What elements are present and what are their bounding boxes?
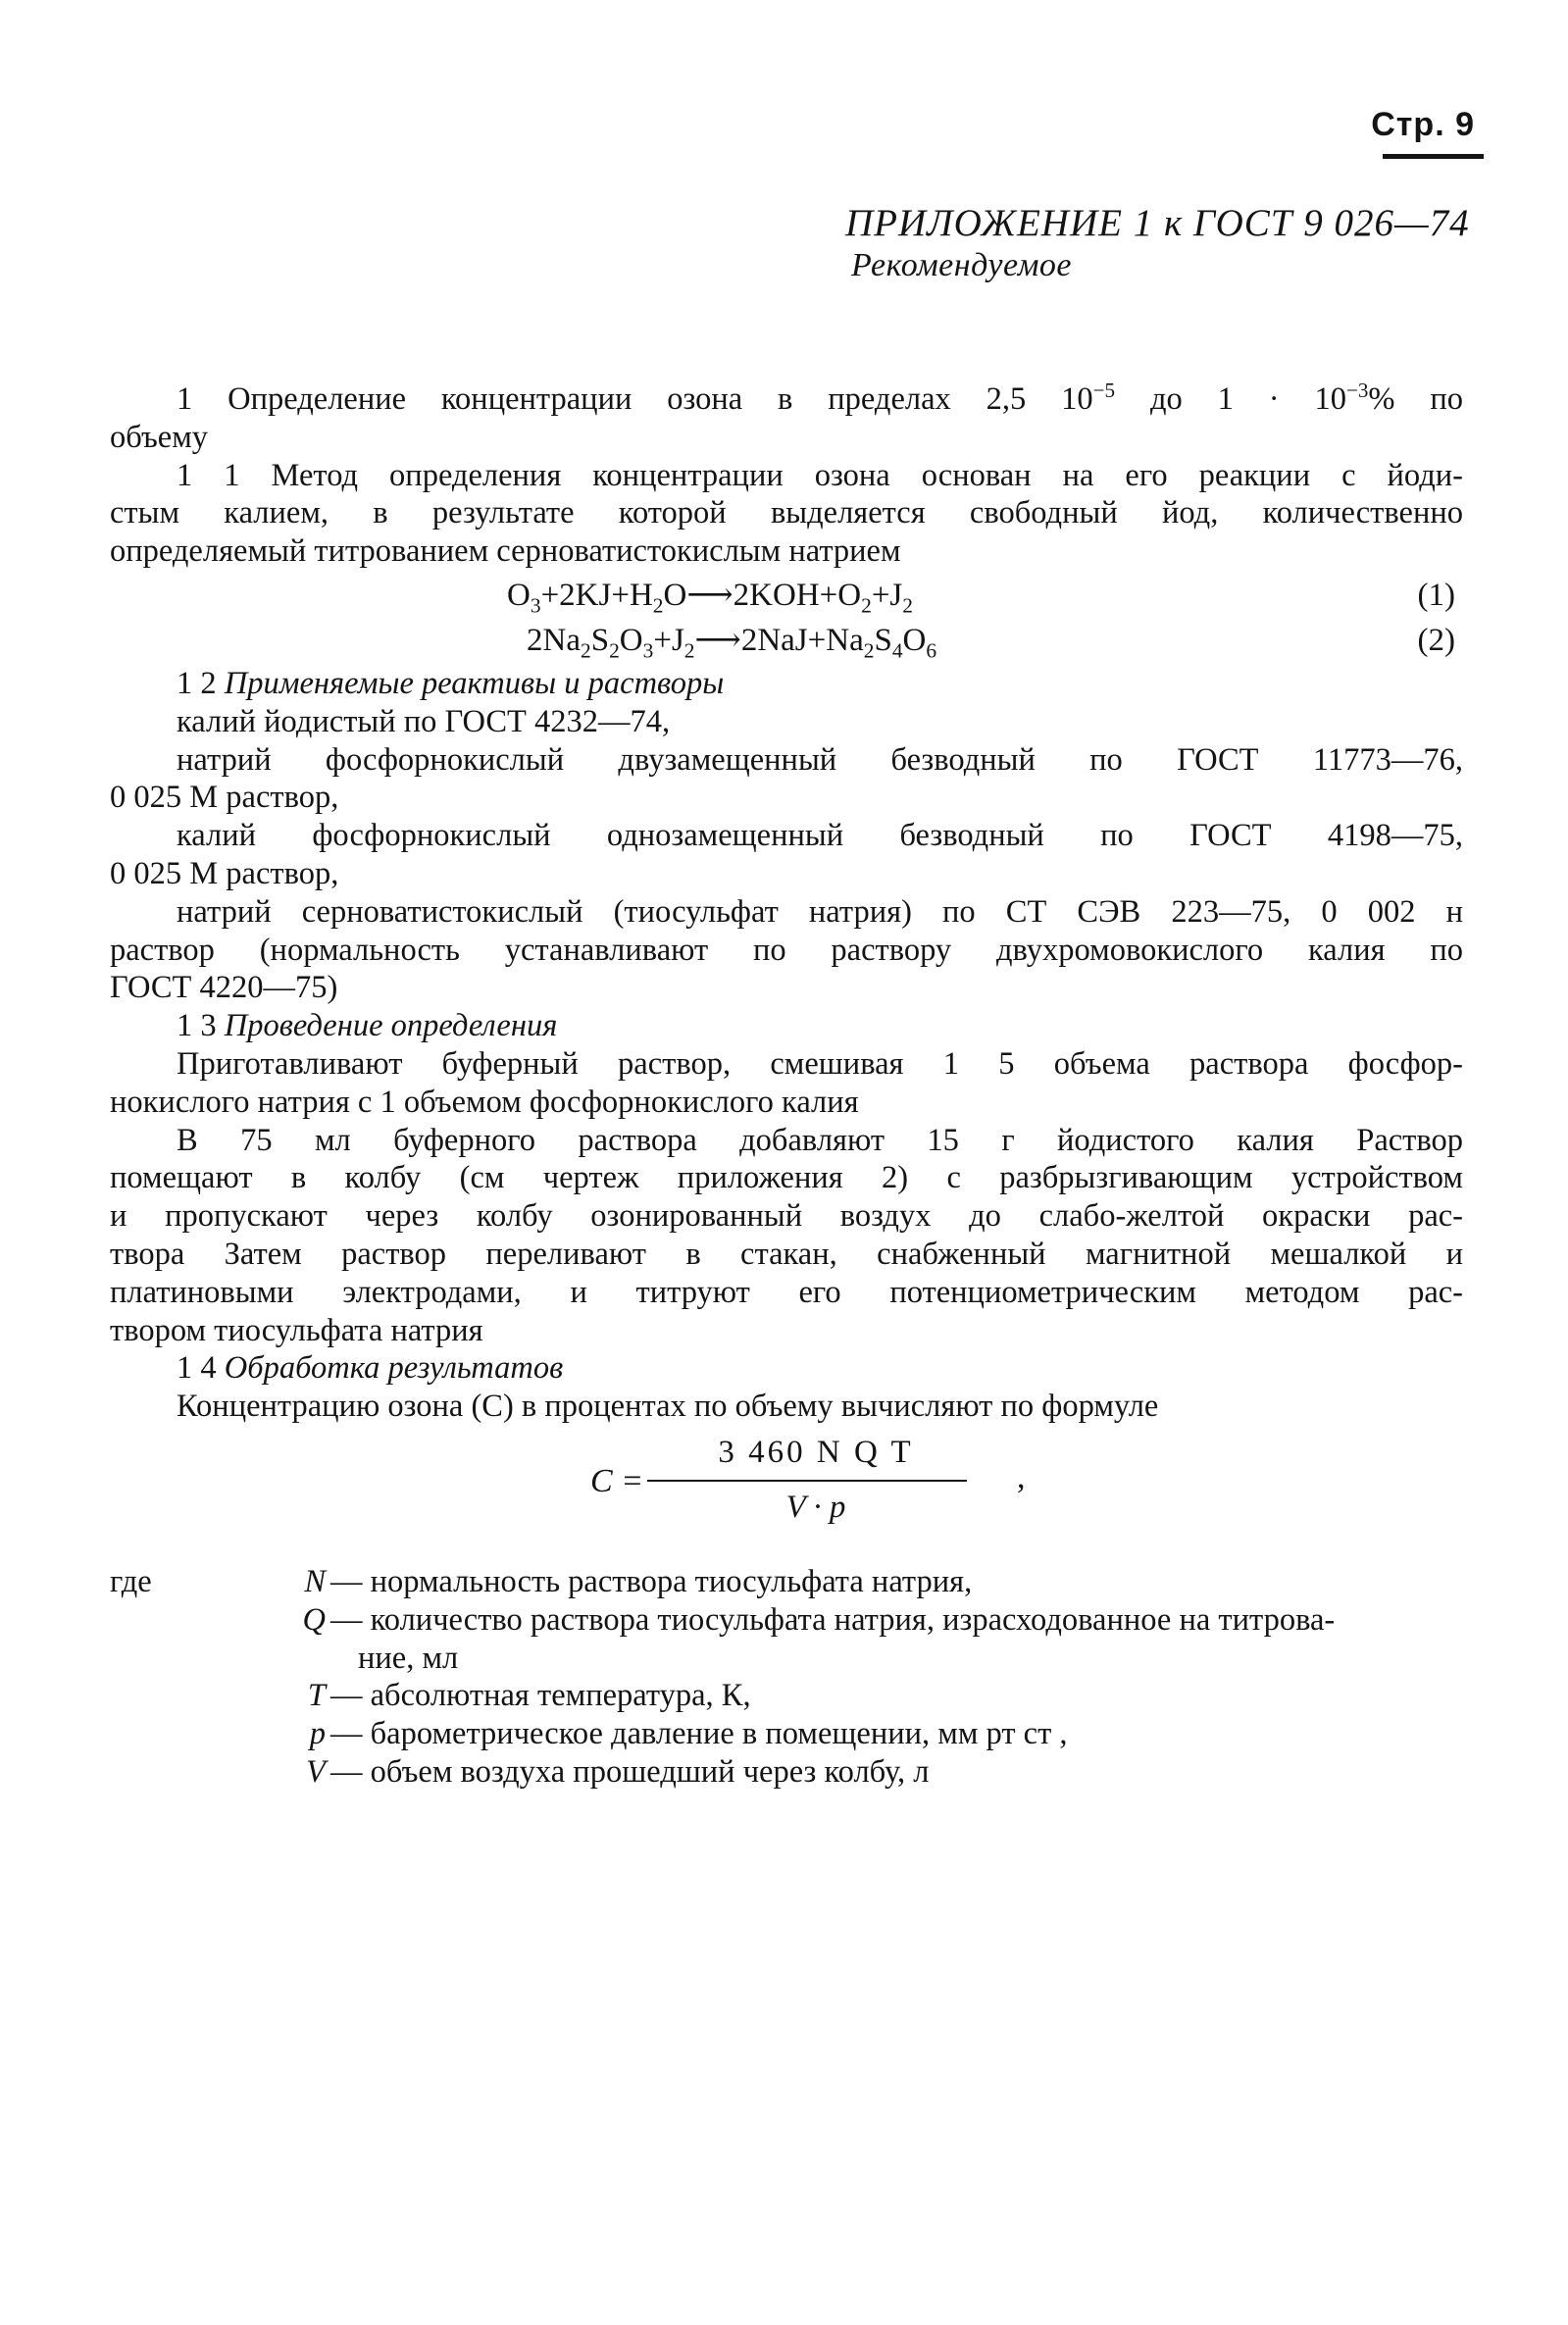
definition-text: — количество раствора тиосульфата натрия, израсходованное на титрова-	[330, 1601, 1336, 1638]
formula-trail: ,	[1017, 1458, 1026, 1495]
section-1-3-heading: 1 3 Проведение определения	[177, 1008, 558, 1044]
procedure-line: и пропускают через колбу озонированный воздух до слабо-желтой окраски рас-	[110, 1198, 1463, 1235]
procedure-line: нокислого натрия с 1 объемом фосфорнокислого калия	[110, 1084, 859, 1120]
definition-text: ние, мл	[358, 1640, 459, 1676]
equation-1-number: (1)	[1417, 577, 1455, 613]
procedure-line: В 75 мл буферного раствора добавляют 15 г йодистого калия Раствор	[177, 1122, 1463, 1158]
section-1-1-line-2: стым калием, в результате которой выделяется свободный йод, количественно	[110, 495, 1463, 531]
concentration-formula	[110, 1426, 1463, 1563]
definition-row	[110, 1715, 1463, 1753]
page-number: Стр. 9	[1371, 106, 1475, 143]
equation-2: $2Na_2S_2O_3+J_2⟶2NaJ+Na_2S_4O_6$	[527, 622, 937, 663]
equation-2-row	[110, 618, 1463, 665]
definition-row	[110, 1601, 1463, 1640]
variable-definitions	[110, 1563, 1463, 1792]
reagent-line: калий фосфорнокислый однозамещенный безводный по ГОСТ 4198—75,	[177, 818, 1463, 854]
procedure-line: Приготавливают буферный раствор, смешивая 1 5 объема раствора фосфор-	[177, 1045, 1463, 1082]
section-1-2-heading: 1 2 Применяемые реактивы и растворы	[177, 665, 725, 701]
procedure-line: платиновыми электродами, и титруют его потенциометрическим методом рас-	[110, 1274, 1463, 1310]
reagent-line: раствор (нормальность устанавливают по раствору двухромовокислого калия по	[110, 932, 1463, 968]
equation-1-row	[110, 571, 1463, 618]
definition-row	[110, 1753, 1463, 1792]
definition-text: — объем воздуха прошедший через колбу, л	[330, 1753, 930, 1790]
section-1-4-heading: 1 4 Обработка результатов	[177, 1350, 564, 1387]
reagent-line: 0 025 М раствор,	[110, 855, 339, 891]
definition-text: — нормальность раствора тиосульфата натрия,	[330, 1563, 973, 1599]
reagent-line: 0 025 М раствор,	[110, 780, 339, 816]
reagent-line: ГОСТ 4220—75)	[110, 970, 338, 1006]
section-1-line-1: 1 Определение концентрации озона в пределах 2,5 $10^{-5}$ до $1 \cdot 10^{-3}\%$ по	[177, 379, 1464, 417]
reagent-line: калий йодистый по ГОСТ 4232—74,	[177, 703, 671, 739]
formula-lhs: C =	[590, 1462, 644, 1499]
definition-text: — барометрическое давление в помещении, мм рт ст ,	[330, 1716, 1068, 1752]
procedure-line: твором тиосульфата натрия	[110, 1312, 483, 1348]
fraction-bar	[647, 1480, 967, 1482]
annex-title: ПРИЛОЖЕНИЕ 1 к ГОСТ 9 026—74	[845, 202, 1470, 244]
document-body	[110, 380, 1463, 1792]
formula-denominator: V · p	[785, 1489, 846, 1525]
section-1-1-line-1: 1 1 Метод определения концентрации озона основан на его реакции с йоди-	[177, 457, 1463, 493]
procedure-line: помещают в колбу (см чертеж приложения 2) с разбрызгивающим устройством	[110, 1160, 1463, 1196]
equation-1: $O_3+2KJ+H_2O⟶2KOH+O_2+J_2$	[507, 577, 913, 618]
reagent-line: натрий серноватистокислый (тиосульфат натрия) по СТ СЭВ 223—75, 0 002 н	[177, 893, 1463, 930]
equation-2-number: (2)	[1417, 622, 1455, 658]
definition-row	[110, 1563, 1463, 1601]
definition-symbol: V	[306, 1753, 326, 1790]
section-1-line-2: объему	[110, 419, 209, 455]
definition-symbol: N	[304, 1563, 326, 1599]
page-number-underline	[1383, 154, 1484, 159]
formula-intro: Концентрацию озона (С) в процентах по объему вычисляют по формуле	[177, 1389, 1159, 1425]
definition-symbol: T	[307, 1678, 326, 1714]
reagent-line: натрий фосфорнокислый двузамещенный безводный по ГОСТ 11773—76,	[177, 741, 1463, 778]
definition-row	[110, 1677, 1463, 1715]
annex-status: Рекомендуемое	[851, 247, 1072, 283]
section-1-1-line-3: определяемый титрованием серноватистокислым натрием	[110, 533, 901, 570]
formula-numerator: 3 460 N Q T	[718, 1434, 914, 1470]
definition-symbol: Q	[302, 1601, 326, 1638]
definition-text: — абсолютная температура, К,	[330, 1678, 751, 1714]
definition-row	[110, 1640, 1463, 1678]
definition-symbol: p	[309, 1716, 326, 1752]
where-label: где	[110, 1563, 152, 1599]
procedure-line: твора Затем раствор переливают в стакан, снабженный магнитной мешалкой и	[110, 1236, 1463, 1272]
